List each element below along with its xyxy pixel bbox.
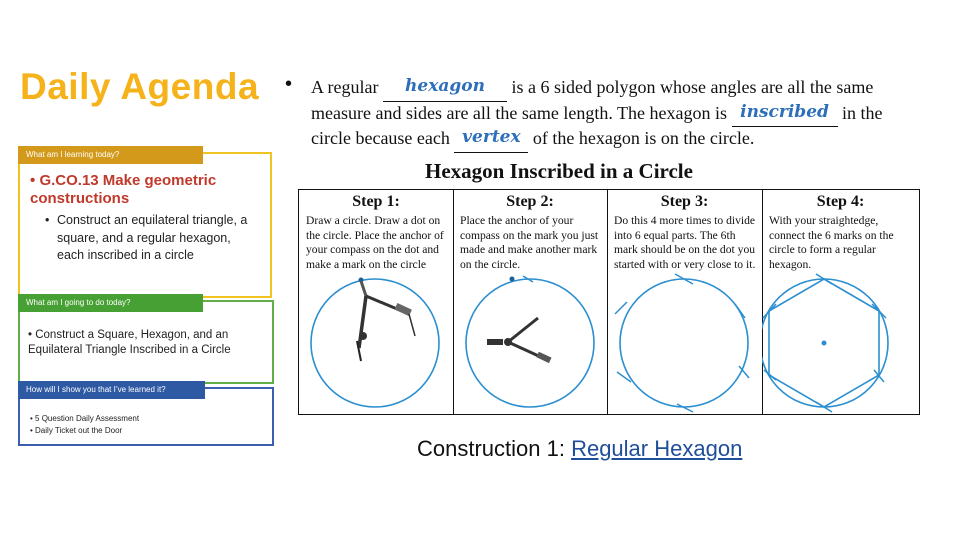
blank-inscribed: inscribed [732,102,838,128]
step-3 [607,190,763,414]
assessment-item: • Daily Ticket out the Door [30,426,123,435]
page-title: Daily Agenda [20,66,260,107]
regular-hexagon-link[interactable]: Regular Hexagon [571,436,743,461]
blank-hexagon: hexagon [383,76,507,102]
bullet-icon: • [285,73,293,95]
compass-icon [487,318,552,363]
step-text: Place the anchor of your compass on the mark you just made and make another mark on the circle. [460,214,599,271]
assessment-tab: How will I show you that I’ve learned it? [18,381,205,399]
bullet-icon: • [30,426,36,435]
activity-text: Construct a Square, Hexagon, and an Equilateral Triangle Inscribed in a Circle [28,329,231,356]
step-title: Step 1: [352,193,400,210]
learning-tab: What am I learning today? [18,146,203,164]
figure-title: Hexagon Inscribed in a Circle [425,159,693,183]
steps-figure [298,189,920,415]
step-title: Step 3: [660,193,709,210]
sub-objective-text: Construct an equilateral triangle, a square, and a regular hexagon, each inscribed in a circle [57,213,248,262]
bullet-icon: • [30,414,36,423]
activity-tab: What am I going to do today? [18,294,203,312]
learning-box [18,152,272,298]
sub-objective [45,212,257,265]
bullet-icon: • [28,329,36,341]
step-2 [453,190,608,414]
step-1 [299,190,454,414]
step-4 [762,190,919,414]
step-3-diagram [607,266,762,414]
intro-paragraph: A regular hexagon is a 6 sided polygon whose angles are all the same measure and sides are all the same length. The hexagon is inscribed in the circle because each vertex of the hexagon is on the circle. [311,76,921,153]
standard-text: G.CO.13 Make geometric constructions [30,172,217,207]
bullet-icon: • [30,172,36,189]
assessment-box [18,387,274,446]
standard-objective [30,172,262,208]
step-2-diagram [453,266,607,414]
step-1-diagram [299,266,453,414]
assessment-item: • 5 Question Daily Assessment [30,414,140,423]
step-text: Do this 4 more times to divide into 6 equal parts. The 6th mark should be on the dot you started with or very close to it. [614,214,756,271]
step-4-diagram [762,266,919,414]
blank-vertex: vertex [454,127,528,153]
construction-caption: Construction 1: Regular Hexagon [417,436,743,461]
compass-icon [357,281,415,361]
activity-item [28,328,263,358]
step-text: Draw a circle. Draw a dot on the circle. Place the anchor of your compass on the dot and make a mark on the circle [306,214,444,271]
step-title: Step 2: [506,193,554,210]
step-title: Step 4: [816,193,865,210]
activity-box [18,300,274,384]
step-text: With your straightedge, connect the 6 marks on the circle to form a regular hexagon. [769,214,894,271]
bullet-icon: • [45,213,50,227]
